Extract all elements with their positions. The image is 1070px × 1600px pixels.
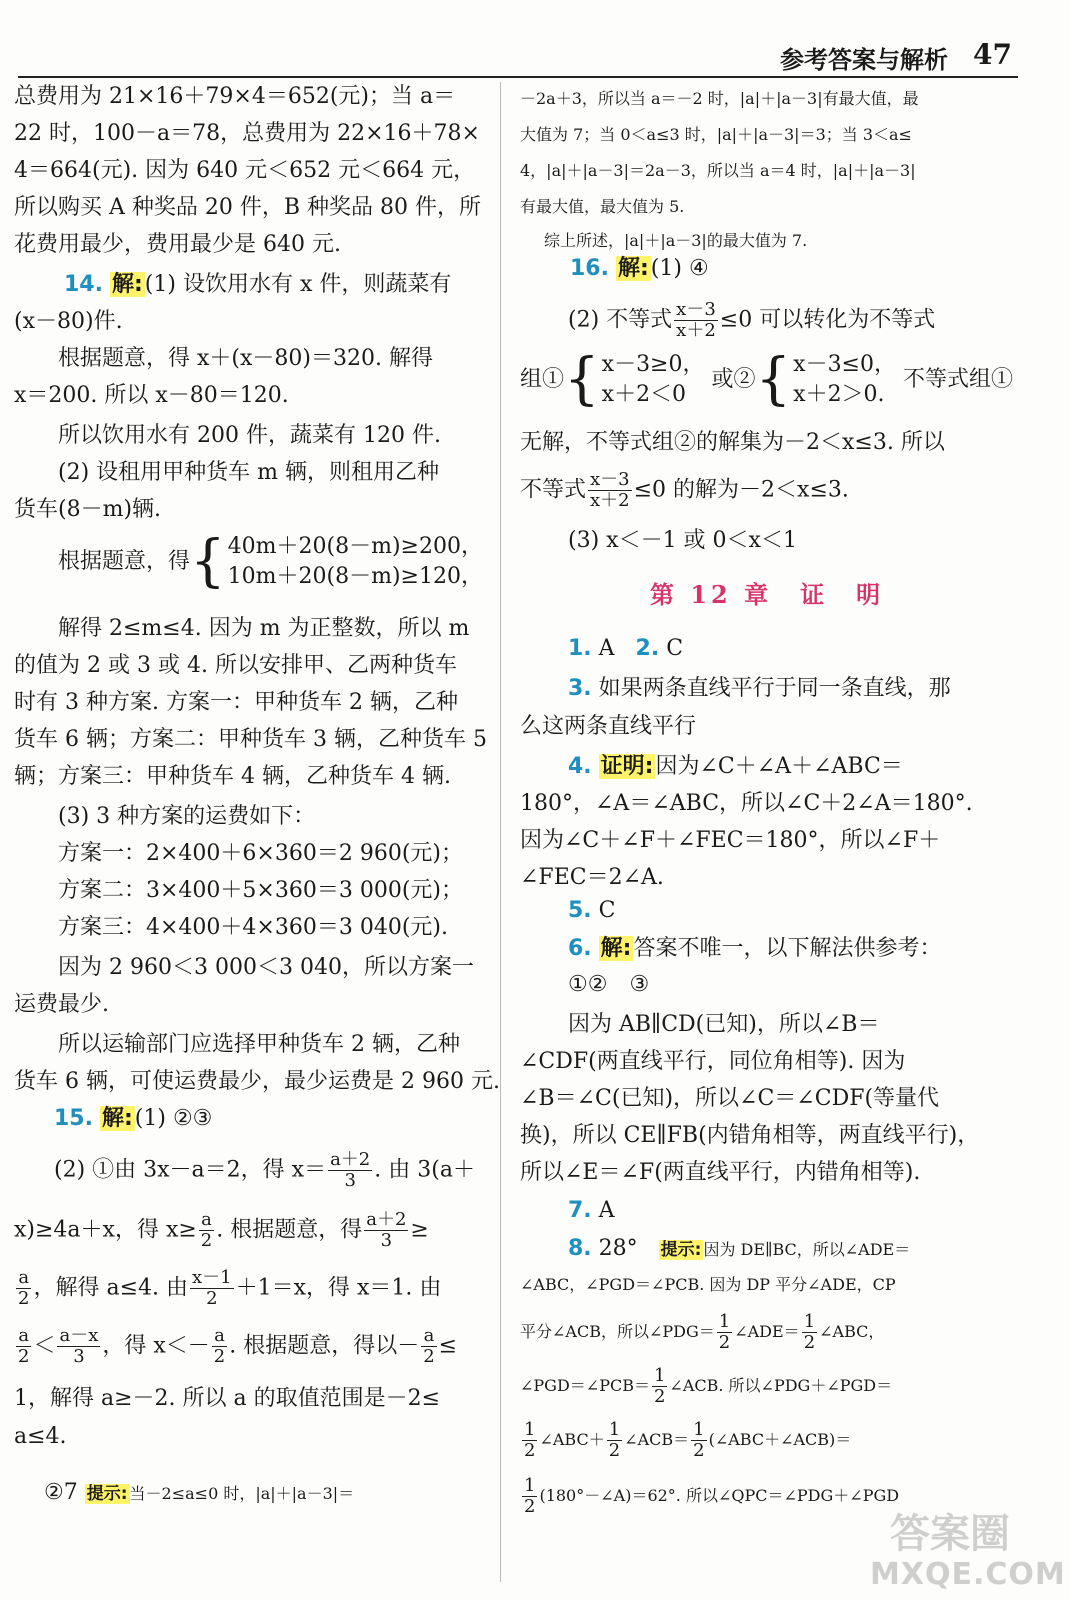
text: ∠ACB. 所以∠PDG＋∠PGD＝ (669, 1376, 893, 1395)
fraction (652, 1366, 667, 1407)
text: (2) 不等式 (568, 307, 673, 333)
text: ∠PGD＝∠PCB＝ (520, 1376, 650, 1395)
question-14 (64, 270, 451, 300)
watermark (870, 1502, 1066, 1592)
text-line: 所以∠E＝∠F(两直线平行，内错角相等). (520, 1160, 921, 1185)
fraction (190, 1268, 234, 1309)
text: ②7 (44, 1480, 78, 1505)
denominator: 2 (608, 1440, 621, 1461)
text-line (44, 1478, 354, 1509)
text: 如果两条直线平行于同一条直线，那 (598, 676, 951, 701)
text: 因为∠C＋∠A＋∠ABC＝ (655, 754, 903, 779)
text: (180°－∠A)＝62°. 所以∠QPC＝∠PDG＋∠PGD (539, 1486, 900, 1505)
inequality: x－3≥0， (601, 352, 705, 377)
text-line (520, 1312, 884, 1353)
denominator: 2 (206, 1288, 218, 1309)
question-number: 2. (635, 636, 660, 661)
text: (2) ①由 3x－a＝2，得 x＝ (54, 1157, 327, 1183)
denominator: 2 (693, 1440, 705, 1461)
question-number: 6. (568, 936, 592, 961)
text-line: ①② ③ (568, 972, 650, 997)
text: ∠ABC， (819, 1322, 885, 1341)
fraction (691, 1420, 706, 1461)
question-number: 14. (64, 272, 103, 297)
inequality: x－3≤0， (793, 352, 896, 377)
text-line: 货车 6 辆，可使运费最少，最少运费是 2 960 元. (14, 1069, 500, 1094)
text: ≤ (438, 1333, 458, 1359)
fraction (588, 470, 632, 511)
text-line: 所以购买 A 种奖品 20 件，B 种奖品 80 件，所 (14, 195, 481, 220)
text-line: 货车(8－m)辆. (14, 497, 162, 522)
text-line (14, 1326, 457, 1367)
text-line: ∠B＝∠C(已知)，所以∠C＝∠CDF(等量代 (520, 1086, 940, 1111)
text-line: (3) 3 种方案的运费如下： (58, 804, 316, 829)
fraction (421, 1326, 436, 1367)
system-lines (602, 350, 705, 410)
question-number: 3. (568, 676, 592, 701)
numerator: 1 (693, 1419, 705, 1440)
text: 当－2≤a≤0 时，|a|＋|a－3|＝ (129, 1484, 355, 1503)
denominator: x＋2 (590, 490, 630, 511)
answer-tag: 解: (617, 256, 649, 281)
text: ＜ (33, 1333, 56, 1359)
text-line (520, 470, 849, 511)
text: ，解得 a≤4. 由 (33, 1275, 188, 1301)
text-line: 180°，∠A＝∠ABC，所以∠C＋2∠A＝180°. (520, 791, 973, 816)
numerator: a (16, 1268, 31, 1289)
text-line: 4，|a|＋|a－3|＝2a－3，所以当 a＝4 时，|a|＋|a－3| (520, 161, 916, 180)
text: 不等式组① (903, 367, 1014, 392)
answer-tag: 解: (600, 936, 632, 961)
text: 答案不唯一，以下解法供参考： (633, 936, 942, 961)
text-line: 所以饮用水有 200 件，蔬菜有 120 件. (58, 423, 441, 448)
text: x)≥4a＋x，得 x≥ (14, 1217, 197, 1243)
question-number: 16. (570, 256, 609, 281)
text-line: (2) 设租用甲种货车 m 辆，则租用乙种 (58, 460, 440, 485)
numerator: a (212, 1326, 227, 1347)
question-number: 5. (568, 898, 592, 923)
question-number: 4. (568, 754, 592, 779)
denominator: 2 (803, 1332, 816, 1353)
brace-icon: { (755, 347, 792, 412)
text-line (520, 1476, 899, 1517)
text-line: 根据题意，得 x＋(x－80)＝320. 解得 (58, 346, 433, 371)
fraction (328, 1150, 372, 1191)
text: (1) ②③ (134, 1106, 213, 1131)
numerator: a－x (59, 1325, 99, 1346)
denominator: 2 (423, 1346, 435, 1367)
answer-6 (568, 934, 942, 964)
watermark-url: MXQE.COM (870, 1557, 1066, 1592)
text: 组① (520, 367, 565, 392)
text-line: 有最大值，最大值为 5. (520, 197, 685, 216)
fraction (802, 1312, 817, 1353)
text-line (14, 1268, 441, 1309)
answer-7 (568, 1196, 615, 1226)
header-title: 参考答案与解析 (780, 46, 948, 74)
equation: 10m＋20(8－m)≥120， (227, 564, 483, 589)
answer-3 (568, 674, 951, 704)
text-line (14, 1210, 429, 1251)
text-line: 22 时，100－a＝78，总费用为 22×16＋78× (14, 121, 480, 146)
denominator: 2 (653, 1386, 666, 1407)
text-line: 方案二：3×400＋5×360＝3 000(元)； (58, 878, 463, 903)
text-line (520, 1420, 851, 1461)
numerator: x－1 (191, 1267, 232, 1288)
text-line: 总费用为 21×16＋79×4＝652(元)；当 a＝ (14, 84, 456, 109)
numerator: a (199, 1210, 214, 1231)
text: . 根据题意，得以－ (229, 1333, 420, 1359)
inequality-systems (520, 347, 1014, 416)
text-line: －2a＋3，所以当 a＝－2 时，|a|＋|a－3|有最大值，最 (520, 89, 919, 108)
text: ≤0 可以转化为不等式 (719, 307, 936, 333)
inequality: x＋2＜0 (601, 382, 687, 407)
answer-4 (568, 752, 903, 782)
text: ≤0 的解为－2＜x≤3. (633, 477, 849, 503)
question-16 (570, 254, 709, 284)
numerator: a (421, 1326, 436, 1347)
chapter-title: 第 12 章 证 明 (650, 580, 885, 609)
text-line: 的值为 2 或 3 或 4. 所以安排甲、乙两种货车 (14, 653, 457, 678)
text: 或② (711, 367, 756, 392)
inequality: x＋2＞0. (793, 382, 885, 407)
fraction (212, 1326, 227, 1367)
text-line: 综上所述，|a|＋|a－3|的最大值为 7. (544, 231, 808, 250)
text-line: 因为 AB∥CD(已知)，所以∠B＝ (568, 1012, 880, 1037)
text-line (568, 300, 935, 341)
fraction (607, 1420, 622, 1461)
denominator: 2 (18, 1288, 30, 1309)
answer-tag: 解: (101, 1106, 133, 1131)
numerator: 1 (608, 1419, 621, 1440)
text-line: (x－80)件. (14, 309, 123, 334)
question-number: 15. (54, 1106, 93, 1131)
numerator: x－3 (590, 469, 630, 490)
text-line: 因为∠C＋∠F＋∠FEC＝180°，所以∠F＋ (520, 828, 941, 853)
text-line: ∠CDF(两直线平行，同位角相等). 因为 (520, 1049, 906, 1074)
text-line: 解得 2≤m≤4. 因为 m 为正整数，所以 m (58, 616, 470, 641)
page-number: 47 (973, 38, 1012, 71)
text-line: 时有 3 种方案. 方案一：甲种货车 2 辆，乙种 (14, 690, 458, 715)
answer: 28° (598, 1236, 638, 1261)
brace-icon: { (190, 529, 226, 594)
denominator: 2 (524, 1440, 536, 1461)
text-line (54, 1150, 475, 1191)
text: 因为 DE∥BC，所以∠ADE＝ (703, 1240, 911, 1259)
answer: A (598, 636, 615, 661)
text: ，得 x＜－ (102, 1333, 210, 1359)
text-line: x＝200. 所以 x－80＝120. (14, 383, 289, 408)
text-line: 换)，所以 CE∥FB(内错角相等，两直线平行)， (520, 1123, 980, 1148)
text-line: 所以运输部门应选择甲种货车 2 辆，乙种 (58, 1032, 460, 1057)
text: (∠ABC＋∠ACB)＝ (708, 1430, 852, 1449)
text-line: a≤4. (14, 1424, 67, 1449)
fraction (674, 300, 718, 341)
watermark-logo-text: 答案圈 (890, 1511, 1010, 1557)
text-line: 因为 2 960＜3 000＜3 040，所以方案一 (58, 955, 474, 980)
text-line: 1，解得 a≥－2. 所以 a 的取值范围是－2≤ (14, 1386, 441, 1411)
answers-1-2 (568, 634, 683, 664)
text: (1) ④ (650, 256, 709, 281)
column-divider (500, 82, 501, 1582)
denominator: 3 (380, 1230, 393, 1251)
brace-icon: { (564, 347, 600, 412)
text-line: 辆；方案三：甲种货车 4 辆，乙种货车 4 辆. (14, 764, 451, 789)
question-number: 1. (568, 636, 592, 661)
hint-tag: 提示: (86, 1484, 128, 1504)
text: 根据题意，得 (58, 549, 191, 574)
numerator: x－3 (676, 299, 716, 320)
system-lines (793, 350, 896, 410)
numerator: 1 (718, 1311, 731, 1332)
system-lines (228, 532, 483, 592)
equation-system (58, 529, 483, 598)
fraction (364, 1210, 408, 1251)
text-line: 花费用最少，费用最少是 640 元. (14, 232, 341, 257)
numerator: 1 (524, 1419, 536, 1440)
text: (1) 设饮用水有 x 件，则蔬菜有 (144, 272, 452, 297)
denominator: 3 (344, 1170, 356, 1191)
text-line: 方案三：4×400＋4×360＝3 040(元). (58, 915, 448, 940)
text: 不等式 (520, 477, 587, 503)
denominator: 2 (18, 1346, 30, 1367)
text: ＋1＝x，得 x＝1. 由 (235, 1275, 442, 1301)
fraction (717, 1312, 732, 1353)
page-header (18, 36, 1018, 78)
fraction (16, 1268, 31, 1309)
text: 平分∠ACB，所以∠PDG＝ (520, 1322, 715, 1341)
question-number: 8. (568, 1236, 592, 1261)
fraction (522, 1420, 537, 1461)
text-line: 大值为 7；当 0＜a≤3 时，|a|＋|a－3|＝3；当 3＜a≤ (520, 125, 912, 144)
text: . 由 3(a＋ (374, 1157, 475, 1183)
fraction (57, 1326, 100, 1367)
denominator: 2 (200, 1230, 213, 1251)
text: ≥ (410, 1217, 429, 1243)
text: ∠ADE＝ (734, 1322, 800, 1341)
answer-tag: 解: (111, 272, 143, 297)
text: ∠ABC＋ (539, 1430, 605, 1449)
answer-5 (568, 896, 616, 926)
denominator: 3 (73, 1346, 85, 1367)
question-15 (54, 1104, 212, 1134)
fraction (522, 1476, 537, 1517)
text-line: ∠FEC＝2∠A. (520, 865, 664, 890)
answer: C (598, 898, 616, 923)
text-line: 货车 6 辆；方案二：甲种货车 3 辆，乙种货车 5 (14, 727, 487, 752)
numerator: 1 (524, 1475, 536, 1496)
equation: 40m＋20(8－m)≥200， (227, 534, 483, 559)
text-line (520, 1366, 892, 1407)
text-line: (3) x＜－1 或 0＜x＜1 (568, 528, 797, 553)
numerator: a (16, 1326, 31, 1347)
text: ∠ACB＝ (624, 1430, 690, 1449)
denominator: 2 (718, 1332, 731, 1353)
question-number: 7. (568, 1198, 592, 1223)
denominator: 2 (213, 1346, 226, 1367)
answer: C (666, 636, 684, 661)
hint-tag: 提示: (660, 1240, 702, 1260)
numerator: a＋2 (366, 1209, 407, 1230)
text: . 根据题意，得 (216, 1217, 363, 1243)
text-line: 无解，不等式组②的解集为－2＜x≤3. 所以 (520, 430, 945, 455)
text-line: 么这两条直线平行 (520, 714, 697, 739)
numerator: a＋2 (330, 1149, 371, 1170)
text-line: ∠ABC，∠PGD＝∠PCB. 因为 DP 平分∠ADE，CP (520, 1275, 896, 1294)
numerator: 1 (653, 1365, 666, 1386)
numerator: 1 (803, 1311, 816, 1332)
fraction (16, 1326, 31, 1367)
fraction (199, 1210, 214, 1251)
answer: A (598, 1198, 615, 1223)
proof-tag: 证明: (600, 754, 654, 779)
text-line: 运费最少. (14, 992, 109, 1017)
denominator: x＋2 (676, 320, 716, 341)
text-line: 方案一：2×400＋6×360＝2 960(元)； (58, 841, 463, 866)
answer-8 (568, 1234, 910, 1265)
denominator: 2 (524, 1496, 536, 1517)
text-line: 4＝664(元). 因为 640 元＜652 元＜664 元， (14, 158, 476, 183)
